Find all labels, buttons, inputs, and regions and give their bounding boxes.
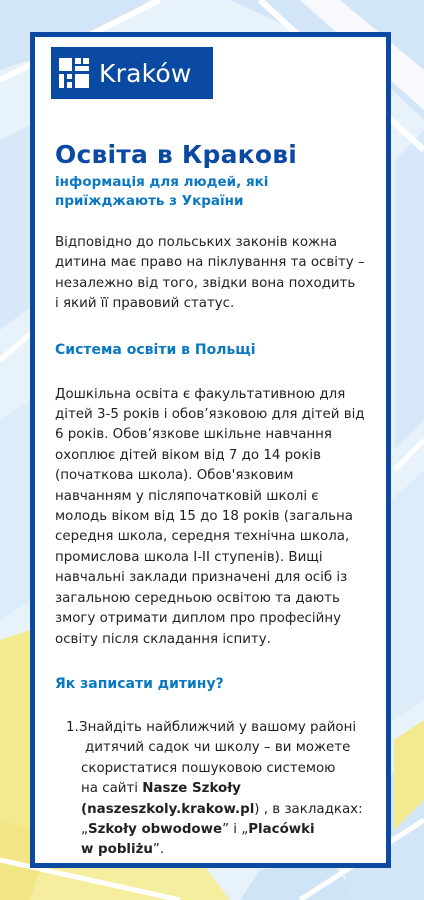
- paragraph-line: охоплює дітей віком від 7 до 14 років: [55, 447, 322, 463]
- page-subtitle: [55, 173, 385, 211]
- content-column: [55, 139, 385, 861]
- section-heading-enrollment: Як записати дитину?: [55, 675, 224, 692]
- site-name-nasze-szkoly: Nasze Szkoły: [142, 781, 241, 797]
- text-segment: ” і „: [222, 821, 249, 837]
- list-item-line: скористатися пошуковою системою: [81, 760, 336, 776]
- brand-name: Kraków: [99, 58, 192, 88]
- paragraph-line: промислова школа I-II ступенів). Вищі: [55, 549, 323, 565]
- list-item-line: [79, 800, 385, 820]
- paragraph-line: загальною середньою освітою та дають: [55, 590, 340, 606]
- list-item-line: [79, 840, 385, 860]
- tab-name-w-poblizu: w pobliżu: [81, 842, 153, 858]
- subtitle-line: приїжджають з України: [55, 193, 244, 209]
- page-title: Освіта в Кракові: [55, 140, 297, 169]
- enrollment-steps-list: [55, 718, 385, 861]
- subtitle-line: інформація для людей, які: [55, 174, 269, 190]
- paragraph-line: навчальні заклади призначені для осіб із: [55, 570, 348, 586]
- paragraph-line: дітей 3-5 років і обов’язковою для дітей від: [55, 407, 365, 423]
- intro-line: і який її правовий статус.: [55, 296, 235, 312]
- paragraph-line: навчанням у післяпочатковій школі є: [55, 488, 319, 504]
- krakow-grid-icon: [59, 58, 89, 88]
- text-segment: ”.: [152, 842, 165, 858]
- paragraph-line: Дошкільна освіта є факультативною для: [55, 386, 346, 402]
- list-item-line: [79, 820, 385, 840]
- intro-line: Відповідно до польських законів кожна: [55, 235, 338, 250]
- paragraph-line: середня школа, середня технічна школа,: [55, 529, 350, 545]
- text-segment: на сайті: [81, 781, 143, 797]
- paragraph-line: (початкова школа). Обов'язковим: [55, 468, 294, 484]
- list-item-line: [79, 779, 385, 799]
- tab-name-placowki: Placówki: [248, 821, 315, 837]
- paragraph-line: молодь віком від 15 до 18 років (загальна: [55, 509, 353, 525]
- krakow-logo: [51, 47, 213, 99]
- paragraph-line: освіту після складання іспиту.: [55, 631, 271, 647]
- text-segment: „: [81, 821, 88, 837]
- tab-name-szkoly-obwodowe: Szkoły obwodowe: [87, 821, 223, 837]
- paragraph-line: 6 років. Обов’язкове шкільне навчання: [55, 427, 332, 443]
- section-heading-education-system: Система освіти в Польщі: [55, 341, 256, 358]
- text-segment: ) , в закладках:: [254, 801, 363, 817]
- info-card: [30, 32, 391, 868]
- intro-paragraph: [55, 233, 385, 315]
- list-item-number: 1.: [66, 719, 79, 735]
- education-system-paragraph: [55, 385, 385, 650]
- list-item-line: Знайдіть найближчий у вашому районі: [79, 719, 357, 735]
- intro-line: незалежно від того, звідки вона походить: [55, 275, 356, 291]
- list-item-line: дитячий садок чи школу – ви можете: [85, 740, 351, 756]
- site-url: (naszeszkoly.krakow.pl: [81, 801, 255, 817]
- intro-line: дитина має право на піклування та освіту –: [55, 255, 365, 271]
- paragraph-line: змогу отримати диплом про професійну: [55, 611, 342, 627]
